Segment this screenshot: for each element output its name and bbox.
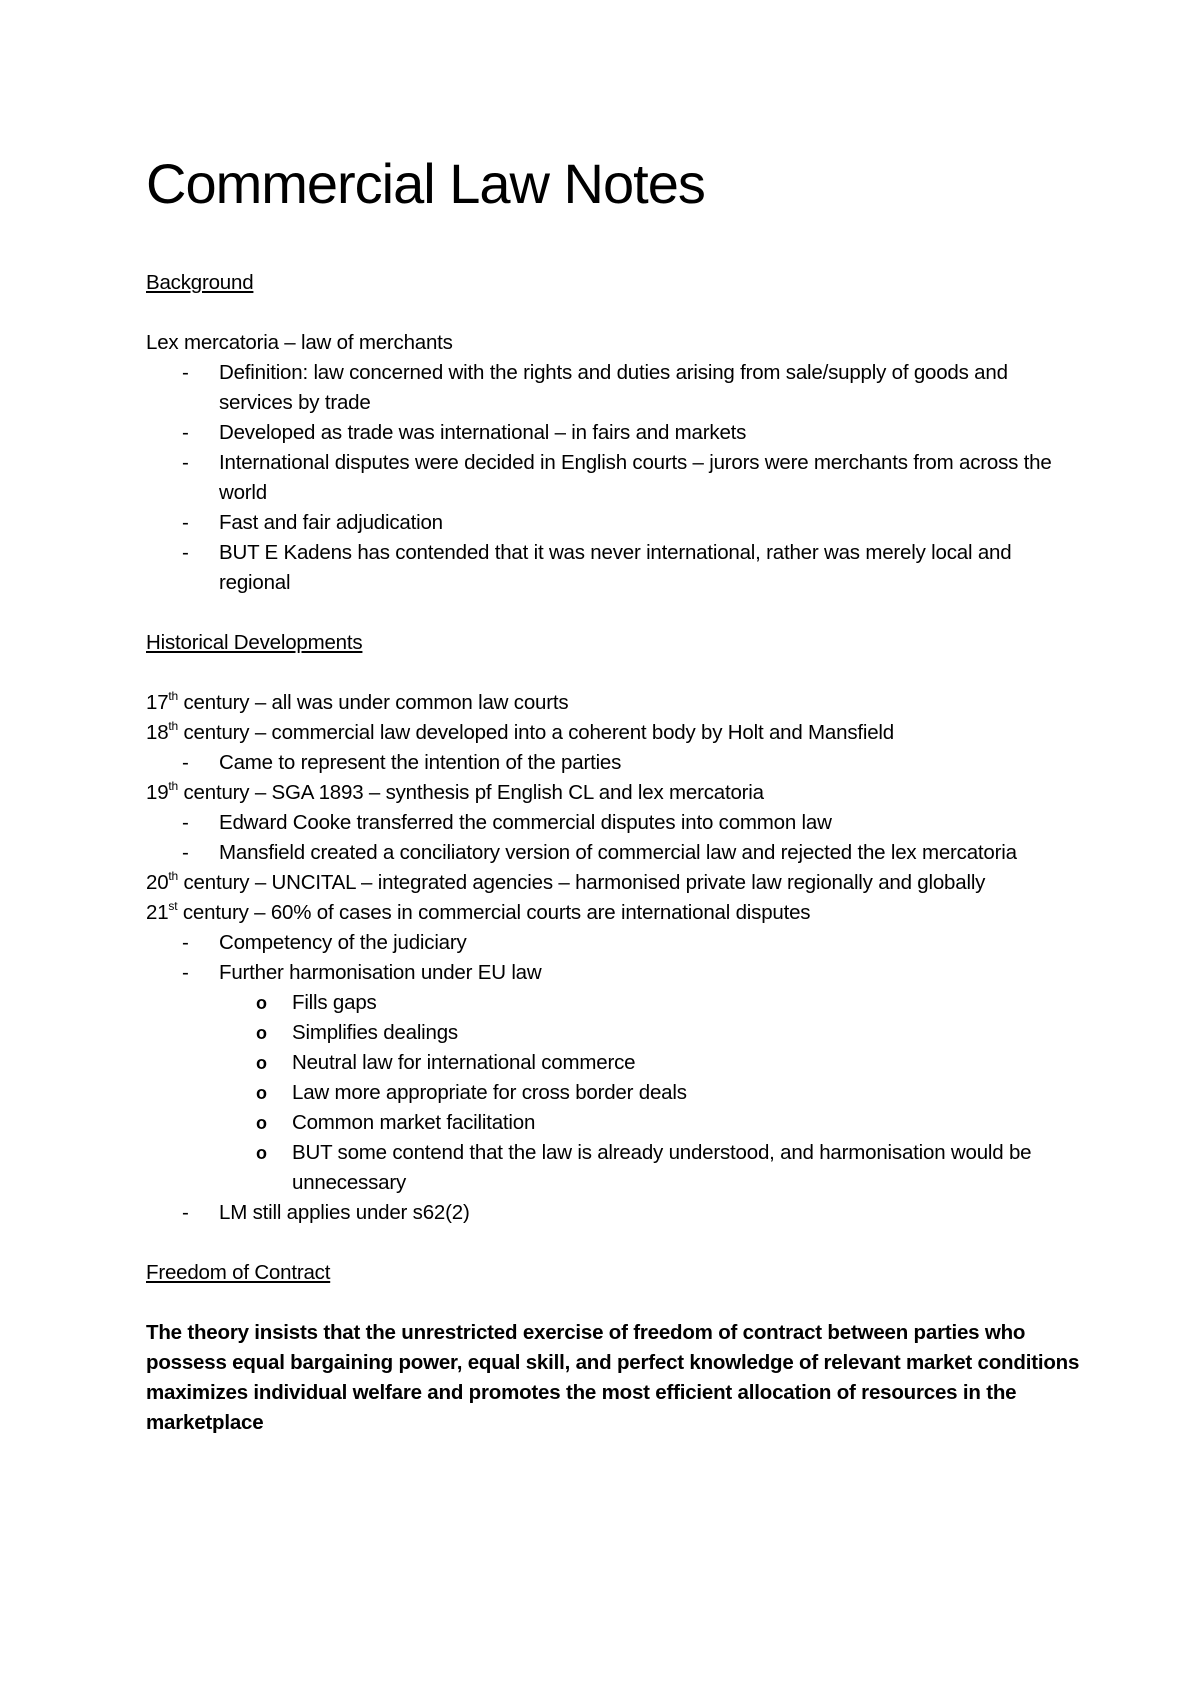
list-item: o BUT some contend that the law is already understood, and harmonisation would be unnecessary — [146, 1138, 1086, 1198]
list-item: - Developed as trade was international – in fairs and markets — [146, 418, 1086, 448]
century-21-bullets — [146, 928, 1086, 1228]
list-item: - Edward Cooke transferred the commercial disputes into common law — [146, 808, 1086, 838]
freedom-paragraph: The theory insists that the unrestricted exercise of freedom of contract between parties who possess equal bargaining power, equal skill, and perfect knowledge of relevant market conditions maximizes individual welfare and promotes the most efficient allocation of resources in the marketplace — [146, 1321, 1080, 1434]
section-heading-background: Background — [146, 271, 254, 294]
list-item: - Further harmonisation under EU law o Fills gaps o Simplifies dealings o Neutral law for international commerce o Law more appropriate for cross border deals o Common market facilitation o BUT some contend that the law is already understood, and harmonisation would be unnecessary — [146, 958, 1086, 1198]
list-item: - Mansfield created a conciliatory version of commercial law and rejected the lex mercatoria — [146, 838, 1086, 868]
dash-bullet-icon: - — [182, 451, 189, 474]
document-body — [146, 150, 1086, 1438]
list-item: - International disputes were decided in English courts – jurors were merchants from across the world — [146, 448, 1086, 508]
background-lead: Lex mercatoria – law of merchants — [146, 331, 453, 354]
dash-bullet-icon: - — [182, 811, 189, 834]
dash-bullet-icon: - — [182, 541, 189, 564]
page-title: Commercial Law Notes — [146, 152, 705, 215]
circle-bullet-icon: o — [256, 1053, 267, 1073]
circle-bullet-icon: o — [256, 1113, 267, 1133]
dash-bullet-icon: - — [182, 1201, 189, 1224]
century-18-bullets — [146, 748, 1086, 778]
list-item: o Law more appropriate for cross border deals — [146, 1078, 1086, 1108]
century-19-bullets — [146, 808, 1086, 868]
list-item: - Came to represent the intention of the parties — [146, 748, 1086, 778]
list-item: o Simplifies dealings — [146, 1018, 1086, 1048]
dash-bullet-icon: - — [182, 841, 189, 864]
dash-bullet-icon: - — [182, 421, 189, 444]
list-item: - Definition: law concerned with the rights and duties arising from sale/supply of goods and services by trade — [146, 358, 1086, 418]
list-item: o Neutral law for international commerce — [146, 1048, 1086, 1078]
circle-bullet-icon: o — [256, 1023, 267, 1043]
list-item: o Common market facilitation — [146, 1108, 1086, 1138]
dash-bullet-icon: - — [182, 931, 189, 954]
century-20-line: 20th century – UNCITAL – integrated agencies – harmonised private law regionally and globally — [146, 869, 986, 894]
section-heading-freedom: Freedom of Contract — [146, 1261, 331, 1284]
list-item: - LM still applies under s62(2) — [146, 1198, 1086, 1228]
dash-bullet-icon: - — [182, 751, 189, 774]
dash-bullet-icon: - — [182, 361, 189, 384]
century-17-line: 17th century – all was under common law courts — [146, 689, 569, 714]
list-item: - BUT E Kadens has contended that it was never international, rather was merely local and regional — [146, 538, 1086, 598]
century-19-line: 19th century – SGA 1893 – synthesis pf English CL and lex mercatoria — [146, 779, 764, 804]
list-item: - Competency of the judiciary — [146, 928, 1086, 958]
circle-bullet-icon: o — [256, 1083, 267, 1103]
century-21-line: 21st century – 60% of cases in commercial courts are international disputes — [146, 899, 811, 924]
circle-bullet-icon: o — [256, 1143, 267, 1163]
background-bullet-list — [146, 358, 1086, 598]
eu-harmonisation-sub-list — [146, 988, 1086, 1198]
century-18-line: 18th century – commercial law developed into a coherent body by Holt and Mansfield — [146, 719, 894, 744]
list-item: o Fills gaps — [146, 988, 1086, 1018]
circle-bullet-icon: o — [256, 993, 267, 1013]
dash-bullet-icon: - — [182, 961, 189, 984]
list-item: - Fast and fair adjudication — [146, 508, 1086, 538]
section-heading-historical: Historical Developments — [146, 631, 363, 654]
dash-bullet-icon: - — [182, 511, 189, 534]
